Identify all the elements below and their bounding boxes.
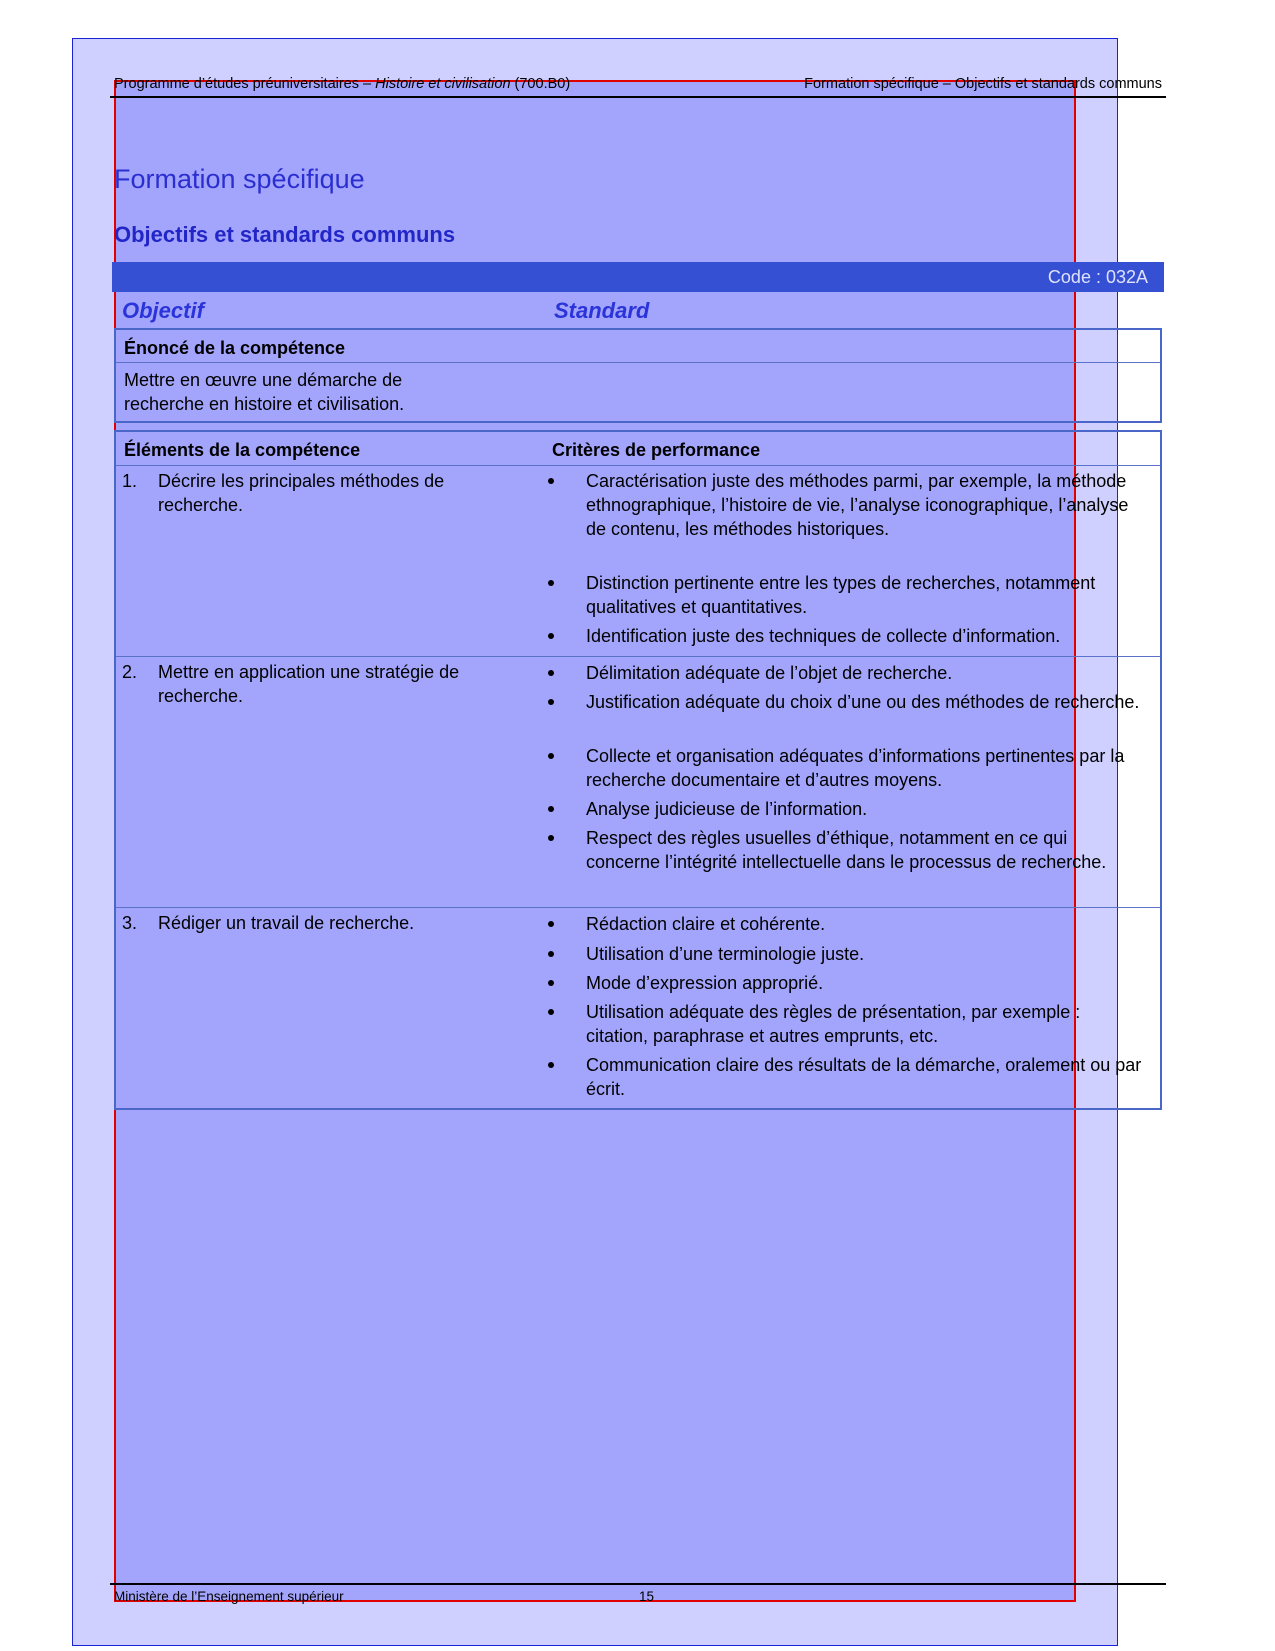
criteres-heading: Critères de performance xyxy=(552,440,761,460)
element-1 xyxy=(122,469,522,519)
header-rule xyxy=(110,96,1166,98)
bullet-icon xyxy=(548,951,554,957)
bullet-icon xyxy=(548,921,554,927)
row-separator-1 xyxy=(116,656,1160,657)
bullet-icon xyxy=(548,835,554,841)
header-right: Formation spécifique – Objectifs et standards communs xyxy=(804,76,1162,92)
code-bar xyxy=(112,262,1164,292)
subsection-title: Objectifs et standards communs xyxy=(114,222,456,247)
footer xyxy=(114,1589,654,1604)
page-number: 15 xyxy=(638,1589,654,1604)
bullet-icon xyxy=(548,753,554,759)
bullet-icon xyxy=(548,1009,554,1015)
bullet-icon xyxy=(548,1062,554,1068)
element-number: 2. xyxy=(122,662,138,682)
element-text: Décrire les principales méthodes de recherche. xyxy=(158,471,445,515)
enonce-heading: Énoncé de la compétence xyxy=(124,338,346,358)
enonce-text-line2: recherche en histoire et civilisation. xyxy=(124,394,405,414)
standard-heading: Standard xyxy=(554,298,650,323)
enonce-box xyxy=(114,328,1162,423)
section-title: Formation spécifique xyxy=(114,164,365,194)
code-label: Code : 032A xyxy=(1047,267,1148,287)
bullet-icon xyxy=(548,806,554,812)
running-header xyxy=(114,76,1162,94)
header-left: Programme d’études préuniversitaires – Histoire et civilisation (700.B0) xyxy=(114,76,571,92)
element-3 xyxy=(122,911,522,937)
enonce-separator xyxy=(116,362,1160,363)
element-text: Mettre en application une stratégie de recherche. xyxy=(158,662,460,706)
bullet-icon xyxy=(548,670,554,676)
elements-heading: Éléments de la compétence xyxy=(124,440,361,460)
element-number: 3. xyxy=(122,913,138,933)
bullet-icon xyxy=(548,980,554,986)
element-number: 1. xyxy=(122,471,138,491)
header-separator xyxy=(116,465,1160,466)
footer-rule xyxy=(110,1583,1166,1585)
element-2 xyxy=(122,660,522,710)
bullet-icon xyxy=(548,478,554,484)
enonce-text-line1: Mettre en œuvre une démarche de xyxy=(124,370,403,390)
bullet-icon xyxy=(548,633,554,639)
element-text: Rédiger un travail de recherche. xyxy=(158,913,415,933)
footer-ministry: Ministère de l’Enseignement supérieur xyxy=(114,1589,344,1604)
bullet-icon xyxy=(548,580,554,586)
row-separator-2 xyxy=(116,907,1160,908)
objectif-heading: Objectif xyxy=(122,298,204,323)
bullet-icon xyxy=(548,699,554,705)
